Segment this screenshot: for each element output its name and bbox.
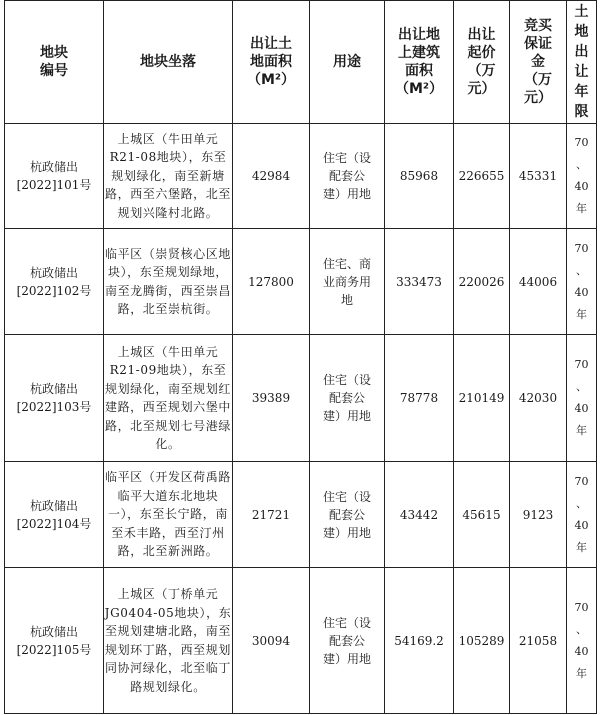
header-deposit: 竞买 保证 金 （万 元） (510, 1, 567, 124)
parcel-deposit: 44006 (510, 229, 567, 335)
parcel-building-area: 333473 (385, 229, 454, 335)
parcel-use: 住宅（设 配套公 建）用地 (310, 335, 385, 462)
parcel-location: 上城区（丁桥单元JG0404-05地块），东至规划建塘北路，南至规划环丁路，西至规划同协河绿化，北至临丁路规划绿化。 (104, 568, 233, 714)
header-row (5, 1, 597, 124)
parcel-years: 70 、 40 年 (567, 229, 597, 335)
header-building-area: 出让地 上建筑 面积 （M²） (385, 1, 454, 124)
table-row (5, 568, 597, 714)
table-row (5, 462, 597, 568)
parcel-start-price: 210149 (454, 335, 510, 462)
parcel-code: 杭政储出 [2022]101号 (5, 124, 104, 229)
parcel-area: 21721 (233, 462, 310, 568)
parcel-code: 杭政储出 [2022]104号 (5, 462, 104, 568)
parcel-building-area: 54169.2 (385, 568, 454, 714)
parcel-area: 42984 (233, 124, 310, 229)
parcel-use: 住宅（设 配套公 建）用地 (310, 124, 385, 229)
header-location: 地块坐落 (104, 1, 233, 124)
header-area: 出让土 地面积 （M²） (233, 1, 310, 124)
header-start-price: 出让 起价 （万 元） (454, 1, 510, 124)
header-use: 用途 (310, 1, 385, 124)
parcel-code: 杭政储出 [2022]102号 (5, 229, 104, 335)
parcel-start-price: 220026 (454, 229, 510, 335)
parcel-deposit: 21058 (510, 568, 567, 714)
parcel-location: 上城区（牛田单元R21-09地块），东至规划绿化，南至规划红建路，西至规划六堡中路，北至规划七号港绿化。 (104, 335, 233, 462)
parcel-start-price: 226655 (454, 124, 510, 229)
parcel-years: 70 、 40 年 (567, 462, 597, 568)
parcel-use: 住宅（设 配套公 建）用地 (310, 568, 385, 714)
parcel-years: 70 、 40 年 (567, 568, 597, 714)
land-parcel-table (4, 0, 597, 714)
parcel-deposit: 9123 (510, 462, 567, 568)
parcel-deposit: 42030 (510, 335, 567, 462)
parcel-start-price: 105289 (454, 568, 510, 714)
header-years: 土 地 出 让 年 限 (567, 1, 597, 124)
parcel-code: 杭政储出 [2022]105号 (5, 568, 104, 714)
parcel-building-area: 43442 (385, 462, 454, 568)
parcel-location: 临平区（崇贤核心区地块），东至规划绿地，南至龙腾街，西至崇昌路，北至崇杭街。 (104, 229, 233, 335)
parcel-building-area: 78778 (385, 335, 454, 462)
parcel-building-area: 85968 (385, 124, 454, 229)
parcel-area: 39389 (233, 335, 310, 462)
parcel-location: 上城区（牛田单元R21-08地块），东至规划绿化，南至新塘路，西至六堡路，北至规划兴隆村北路。 (104, 124, 233, 229)
parcel-use: 住宅（设 配套公 建）用地 (310, 462, 385, 568)
parcel-location: 临平区（开发区荷禹路临平大道东北地块一），东至长宁路，南至禾丰路，西至汀州路，北至新洲路。 (104, 462, 233, 568)
header-code: 地块 编号 (5, 1, 104, 124)
parcel-use: 住宅、商 业商务用 地 (310, 229, 385, 335)
parcel-deposit: 45331 (510, 124, 567, 229)
parcel-years: 70 、 40 年 (567, 335, 597, 462)
parcel-years: 70 、 40 年 (567, 124, 597, 229)
table-row (5, 229, 597, 335)
table-row (5, 335, 597, 462)
parcel-area: 127800 (233, 229, 310, 335)
parcel-area: 30094 (233, 568, 310, 714)
parcel-start-price: 45615 (454, 462, 510, 568)
table-row (5, 124, 597, 229)
parcel-code: 杭政储出 [2022]103号 (5, 335, 104, 462)
